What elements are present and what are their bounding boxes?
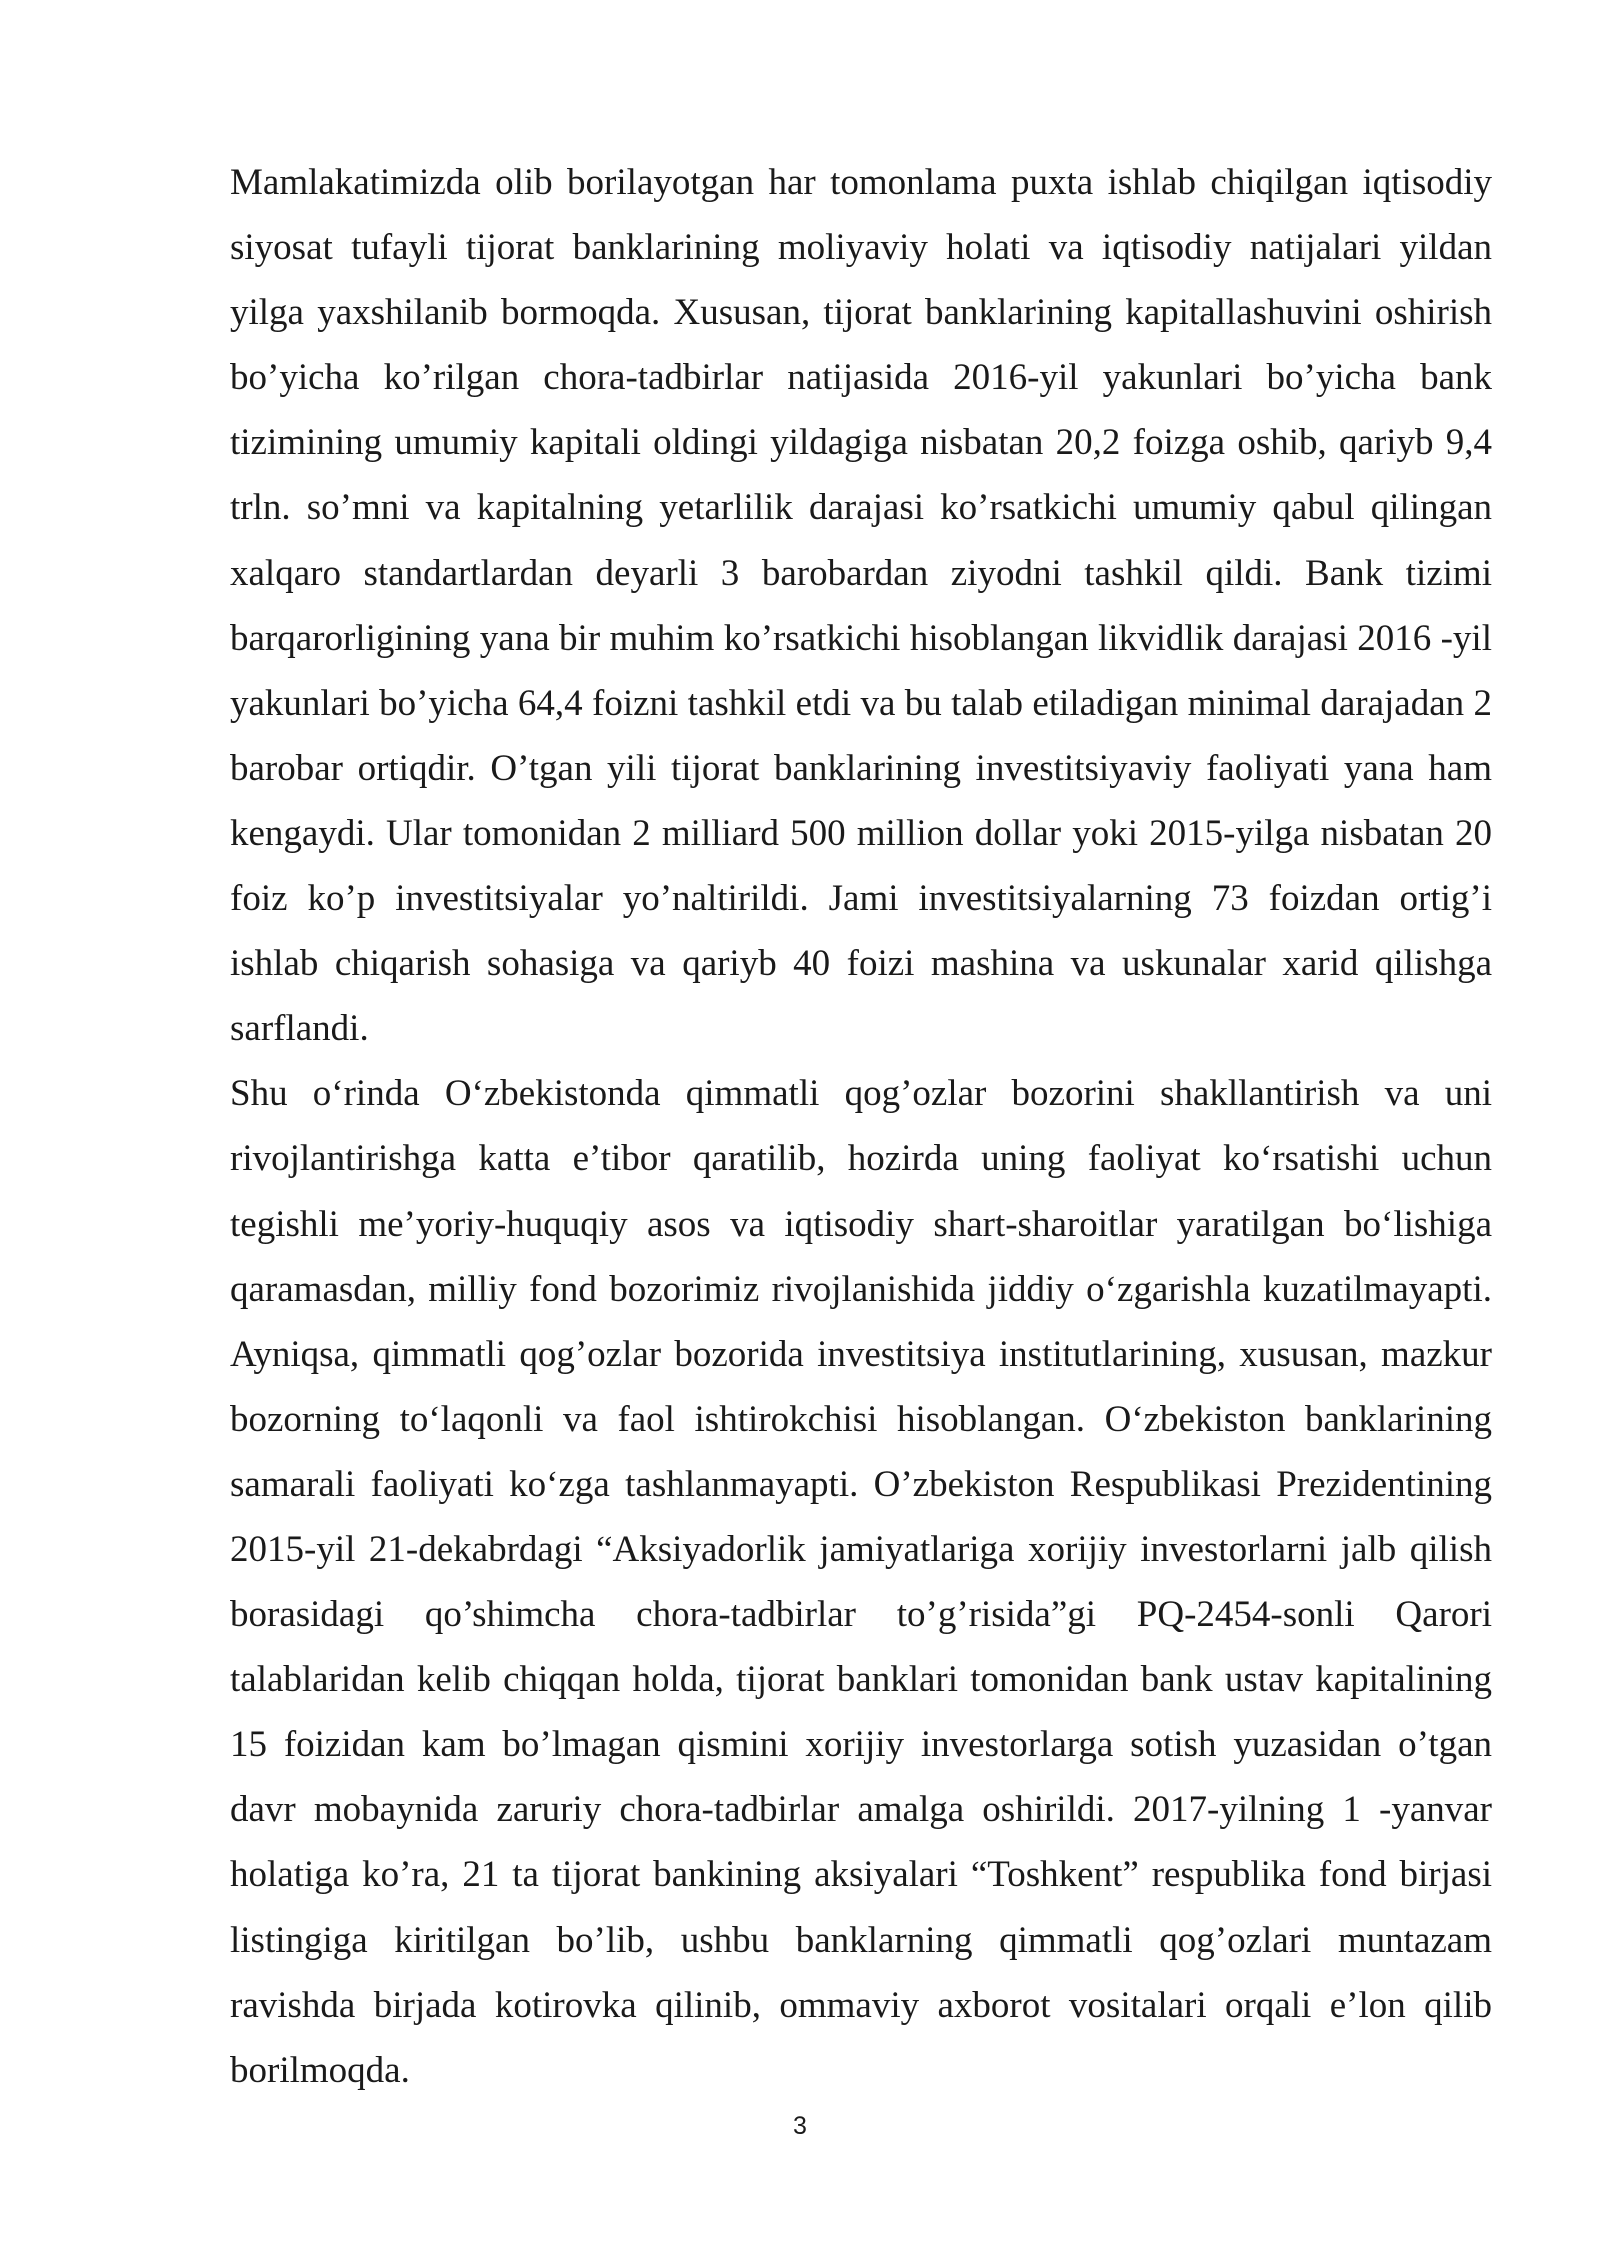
body-text xyxy=(230,150,1492,2103)
page-number: 3 xyxy=(793,2112,807,2140)
paragraph-banking-results: Mamlakatimizda olib borilayotgan har tomonlama puxta ishlab chiqilgan iqtisodiy siyosat tufayli tijorat banklarining moliyaviy holati va iqtisodiy natijalari yildan yilga yaxshilanib bormoqda. Xususan, tijorat banklarining kapitallashuvini oshirish bo’yicha ko’rilgan chora-tadbirlar natijasida 2016-yil yakunlari bo’yicha bank tizimining umumiy kapitali oldingi yildagiga nisbatan 20,2 foizga oshib, qariyb 9,4 trln. so’mni va kapitalning yetarlilik darajasi ko’rsatkichi umumiy qabul qilingan xalqaro standartlardan deyarli 3 barobardan ziyodni tashkil qildi. Bank tizimi barqarorligining yana bir muhim ko’rsatkichi hisoblangan likvidlik darajasi 2016 -yil yakunlari bo’yicha 64,4 foizni tashkil etdi va bu talab etiladigan minimal darajadan 2 barobar ortiqdir. O’tgan yili tijorat banklarining investitsiyaviy faoliyati yana ham kengaydi. Ular tomonidan 2 milliard 500 million dollar yoki 2015-yilga nisbatan 20 foiz ko’p investitsiyalar yo’naltirildi. Jami investitsiyalarning 73 foizdan ortig’i ishlab chiqarish sohasiga va qariyb 40 foizi mashina va uskunalar xarid qilishga sarflandi. xyxy=(230,162,1492,1050)
paragraph-securities-market: Shu o‘rinda O‘zbekistonda qimmatli qog’ozlar bozorini shakllantirish va uni rivojlantirishga katta e’tibor qaratilib, hozirda uning faoliyat ko‘rsatishi uchun tegishli me’yoriy-huquqiy asos va iqtisodiy shart-sharoitlar yaratilgan bo‘lishiga qaramasdan, milliy fond bozorimiz rivojlanishida jiddiy o‘zgarishla kuzatilmayapti. Ayniqsa, qimmatli qog’ozlar bozorida investitsiya institutlarining, xususan, mazkur bozorning to‘laqonli va faol ishtirokchisi hisoblangan. O‘zbekiston banklarining samarali faoliyati ko‘zga tashlanmayapti. O’zbekiston Respublikasi Prezidentining 2015-yil 21-dekabrdagi “Aksiyadorlik jamiyatlariga xorijiy investorlarni jalb qilish borasidagi qo’shimcha chora-tadbirlar to’g’risida”gi PQ-2454-sonli Qarori talablaridan kelib chiqqan holda, tijorat banklari tomonidan bank ustav kapitalining 15 foizidan kam bo’lmagan qismini xorijiy investorlarga sotish yuzasidan o’tgan davr mobaynida zaruriy chora-tadbirlar amalga oshirildi. 2017-yilning 1 -yanvar holatiga ko’ra, 21 ta tijorat bankining aksiyalari “Toshkent” respublika fond birjasi listingiga kiritilgan bo’lib, ushbu banklarning qimmatli qog’ozlari muntazam ravishda birjada kotirovka qilinib, ommaviy axborot vositalari orqali e’lon qilib borilmoqda. xyxy=(230,1073,1492,2091)
